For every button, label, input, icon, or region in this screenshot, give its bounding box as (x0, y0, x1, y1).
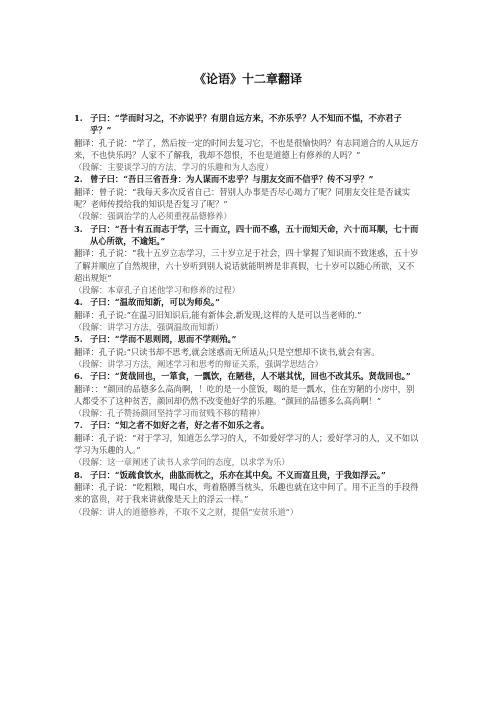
chapter-quote (74, 469, 422, 481)
chapter-number: 5. (74, 334, 83, 345)
chapter-3 (74, 223, 422, 297)
chapter-quote (74, 419, 422, 431)
chapter-number: 1. (74, 113, 83, 123)
chapter-7 (74, 419, 422, 468)
chapter-translation: 翻译：孔子说：“吃粗粮，喝白水，弯着胳膊当枕头，乐趣也就在这中间了。用不正当的手段得来的富贵，对于我来讲就像是天上的浮云一样。” (74, 481, 419, 505)
quote-text: 子曰：“学而时习之，不亦说乎？有朋自远方来，不亦乐乎？人不知而不愠，不亦君子乎？” (90, 113, 402, 136)
chapter-number: 3. (74, 223, 83, 234)
chapter-5 (74, 333, 422, 370)
chapter-quote (74, 296, 422, 308)
chapter-2 (74, 173, 422, 222)
quote-text: 子曰：“学而不思则罔，思而不学则殆。” (90, 334, 237, 345)
chapter-note: （段解：讲人的道德修养，不取不义之财，提倡“安贫乐道”） (74, 506, 299, 517)
quote-text: 子曰：“饭疏食饮水，曲肱而枕之，乐亦在其中矣。不义而富且贵，于我如浮云。” (90, 469, 386, 480)
quote-text: 子曰：“温故而知新，可以为师矣。” (90, 297, 220, 308)
chapter-translation: 翻译：曾子说：“我每天多次反省自己：替别人办事是否尽心竭力了呢？同朋友交往是否诚实呢？老师传授给我的知识是否复习了呢？” (74, 186, 411, 210)
chapter-number: 7. (74, 420, 83, 431)
chapter-note: （段解：强调治学的人必须重视品德修养） (74, 211, 232, 222)
chapter-number: 8. (74, 469, 83, 480)
chapter-number: 2. (74, 174, 83, 185)
chapter-note: （段解：主要谈学习的方法，学习的乐趣和为人态度） (74, 162, 274, 173)
chapter-note: （段解：这一章阐述了读书人求学问的态度，以求学为乐） (74, 457, 290, 468)
quote-text: 子曰：“吾十有五而志于学，三十而立，四十而不惑，五十而知天命，六十而耳顺，七十而从心所欲，不逾矩。” (90, 223, 419, 246)
chapter-number: 6. (74, 371, 83, 382)
chapter-note: （段解：本章孔子自述他学习和修养的过程） (74, 285, 240, 296)
chapter-translation: 翻译：孔子说：“学了，然后按一定的时间去复习它，不也是很愉快吗？有志同道合的人从远方来，不也快乐吗？人家不了解我，我却不怨恨，不也是道德上有修养的人吗？” (74, 137, 419, 160)
chapter-note: （段解：讲学习方法，强调温故而知新） (74, 322, 224, 333)
chapter-quote (74, 333, 422, 345)
chapter-4 (74, 296, 422, 333)
chapter-6 (74, 370, 422, 419)
chapter-translation: 翻译：孔子说:“在温习旧知识后,能有新体会,新发现,这样的人是可以当老师的.” (74, 309, 362, 320)
quote-text: 子曰：“知之者不如好之者，好之者不如乐之者。 (90, 420, 270, 431)
chapter-8 (74, 469, 422, 518)
document-body (74, 112, 422, 518)
chapter-translation: 翻译：孔子说：“我十五岁立志学习，三十岁立足于社会，四十掌握了知识而不致迷惑，五十岁了解并顺应了自然规律，六十岁听到别人说话就能明辨是非真假，七十岁可以随心所欲，又不超出规矩” (74, 248, 419, 283)
chapter-quote (74, 223, 422, 248)
document-title: 《论语》十二章翻译 (193, 72, 302, 86)
quote-text: 曾子曰：“吾日三省吾身：为人谋而不忠乎？与朋友交而不信乎？传不习乎？” (90, 174, 374, 185)
chapter-note: （段解：讲学习方法，阐述学习和思考的辩证关系，强调学思结合） (74, 358, 323, 369)
chapter-quote (74, 370, 422, 382)
chapter-number: 4. (74, 297, 83, 308)
chapter-translation: 翻译：孔子说：“对于学习，知道怎么学习的人，不如爱好学习的人；爱好学习的人，又不如以学习为乐趣的人。” (74, 432, 419, 456)
chapter-quote (74, 112, 422, 137)
quote-text: 子曰：“贤哉回也，一箪食，一瓢饮，在陋巷，人不堪其忧，回也不改其乐。贤哉回也。” (90, 371, 411, 382)
chapter-translation: 翻译：孔子说:“只读书却不思考,就会迷惑而无所适从;只是空想却不读书,就会有害。 (74, 346, 380, 357)
chapter-translation: 翻译：：“颜回的品德多么高尚啊，！吃的是一小筐饭，喝的是一瓢水，住在穷陋的小房中，别人都受不了这种贫苦，颜回却仍然不改变他好学的乐趣。“颜回的品德多么高尚啊！” (74, 383, 415, 406)
chapter-note: （段解：孔子赞扬颜回坚持学习而贫贱不移的精神） (74, 408, 265, 419)
chapter-quote (74, 173, 422, 185)
chapter-1 (74, 112, 422, 173)
